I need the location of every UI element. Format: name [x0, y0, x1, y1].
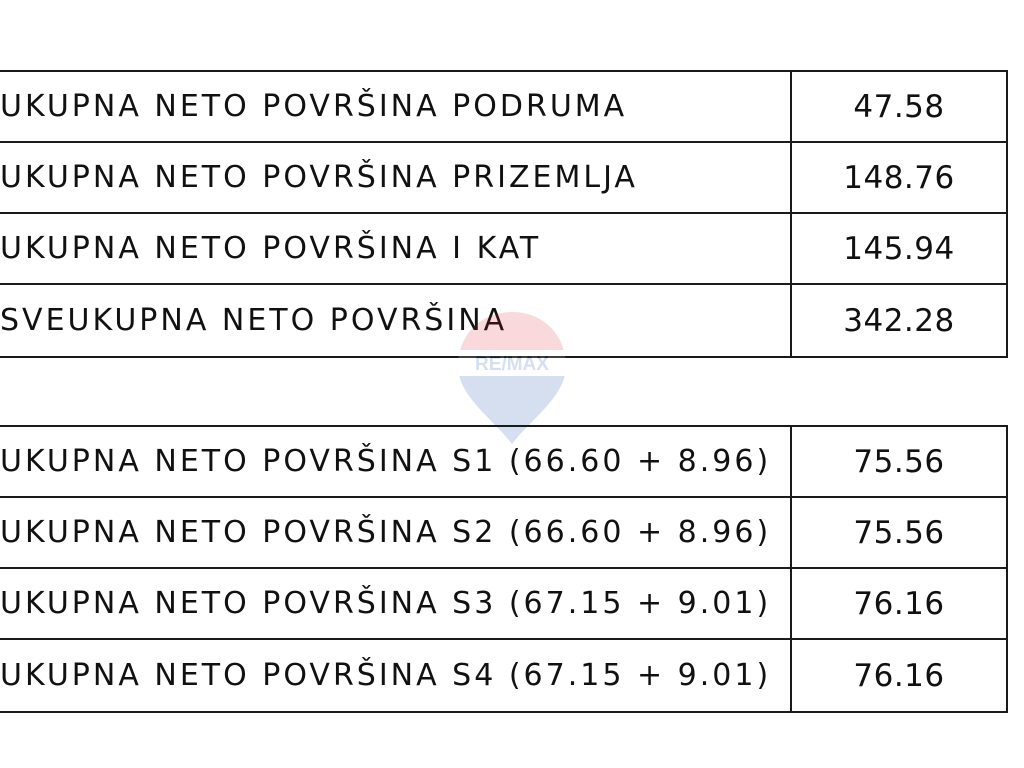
table-row [0, 498, 1006, 569]
row-label: SVEUKUPNA NETO POVRŠINA [0, 285, 792, 356]
row-value: 342.28 [843, 302, 955, 339]
row-label: UKUPNA NETO POVRŠINA PODRUMA [0, 72, 792, 141]
unit-area-table [0, 425, 1008, 713]
row-label: UKUPNA NETO POVRŠINA S3 (67.15 + 9.01) [0, 569, 792, 638]
row-label: UKUPNA NETO POVRŠINA I KAT [0, 214, 792, 283]
table-row [0, 72, 1006, 143]
row-label: UKUPNA NETO POVRŠINA S2 (66.60 + 8.96) [0, 498, 792, 567]
watermark-logo-text: RE/MAX [475, 354, 549, 375]
table-row [0, 143, 1006, 214]
row-label: UKUPNA NETO POVRŠINA S1 (66.60 + 8.96) [0, 427, 792, 496]
row-value: 47.58 [853, 88, 945, 125]
table-row [0, 214, 1006, 285]
table-row [0, 427, 1006, 498]
row-value: 76.16 [853, 585, 945, 622]
row-label: UKUPNA NETO POVRŠINA PRIZEMLJA [0, 143, 792, 212]
row-value: 148.76 [843, 159, 955, 196]
row-value: 145.94 [843, 230, 955, 267]
row-value: 75.56 [853, 514, 945, 551]
row-label: UKUPNA NETO POVRŠINA S4 (67.15 + 9.01) [0, 640, 792, 711]
row-value: 76.16 [853, 657, 945, 694]
table-row [0, 640, 1006, 711]
table-row [0, 569, 1006, 640]
row-value: 75.56 [853, 443, 945, 480]
